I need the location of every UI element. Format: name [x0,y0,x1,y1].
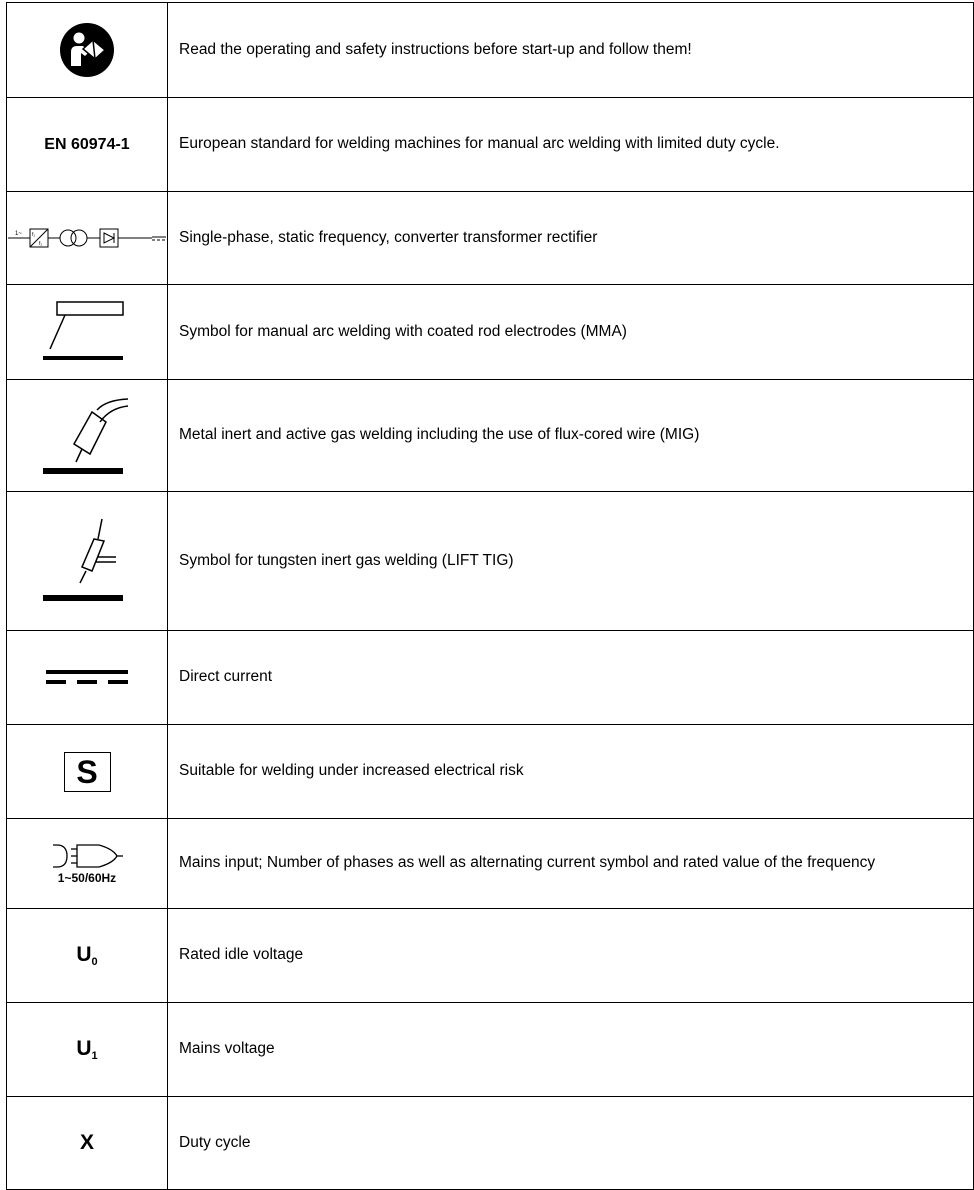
converter-diagram-icon [8,226,166,250]
f2-label: f₂ [39,241,43,247]
symbol-cell [7,192,168,285]
mains-voltage-symbol: $U_1$ [76,1037,98,1062]
table-row [7,98,974,192]
idle-voltage-symbol: $U_0$ [76,943,98,968]
symbol-cell [7,3,168,98]
mains-frequency-label: 1~50/60Hz [57,870,117,885]
symbol-cell [7,909,168,1003]
table-row [7,3,974,98]
symbol-cell [7,1003,168,1097]
description-cell: Suitable for welding under increased electrical risk [168,725,974,819]
table-row [7,819,974,909]
table-row [7,285,974,380]
symbol-cell [7,819,168,909]
f1-label: f₁ [32,232,36,238]
read-manual-icon [59,22,115,78]
table-row [7,492,974,631]
description-cell: Symbol for manual arc welding with coated rod electrodes (MMA) [168,285,974,380]
symbol-cell [7,1097,168,1190]
duty-cycle-symbol: X [79,1131,94,1154]
symbol-table [6,2,974,1190]
description-cell: Mains input; Number of phases as well as alternating current symbol and rated value of the frequency [168,819,974,909]
table-row [7,725,974,819]
mig-welding-icon [42,396,132,476]
mma-welding-icon [42,300,132,364]
table-row [7,192,974,285]
symbol-cell [7,285,168,380]
symbol-cell [7,631,168,725]
table-row [7,380,974,492]
description-cell: Single-phase, static frequency, converter transformer rectifier [168,192,974,285]
description-cell: Metal inert and active gas welding including the use of flux-cored wire (MIG) [168,380,974,492]
table-row [7,1003,974,1097]
direct-current-icon [46,668,128,686]
symbol-cell [7,98,168,192]
description-cell: Mains voltage [168,1003,974,1097]
description-cell: Rated idle voltage [168,909,974,1003]
s-symbol: S [64,752,111,792]
symbol-cell [7,492,168,631]
description-cell: European standard for welding machines for manual arc welding with limited duty cycle. [168,98,974,192]
description-cell: Direct current [168,631,974,725]
table-row [7,1097,974,1190]
table-row [7,631,974,725]
description-cell: Read the operating and safety instructions before start-up and follow them! [168,3,974,98]
symbol-cell [7,380,168,492]
mains-plug-icon [51,843,123,869]
description-cell: Duty cycle [168,1097,974,1190]
symbol-cell [7,725,168,819]
standard-code: EN 60974-1 [44,135,130,153]
phase-label: 1~ [15,231,22,237]
description-cell: Symbol for tungsten inert gas welding (LIFT TIG) [168,492,974,631]
table-row [7,909,974,1003]
tig-welding-icon [42,517,132,605]
